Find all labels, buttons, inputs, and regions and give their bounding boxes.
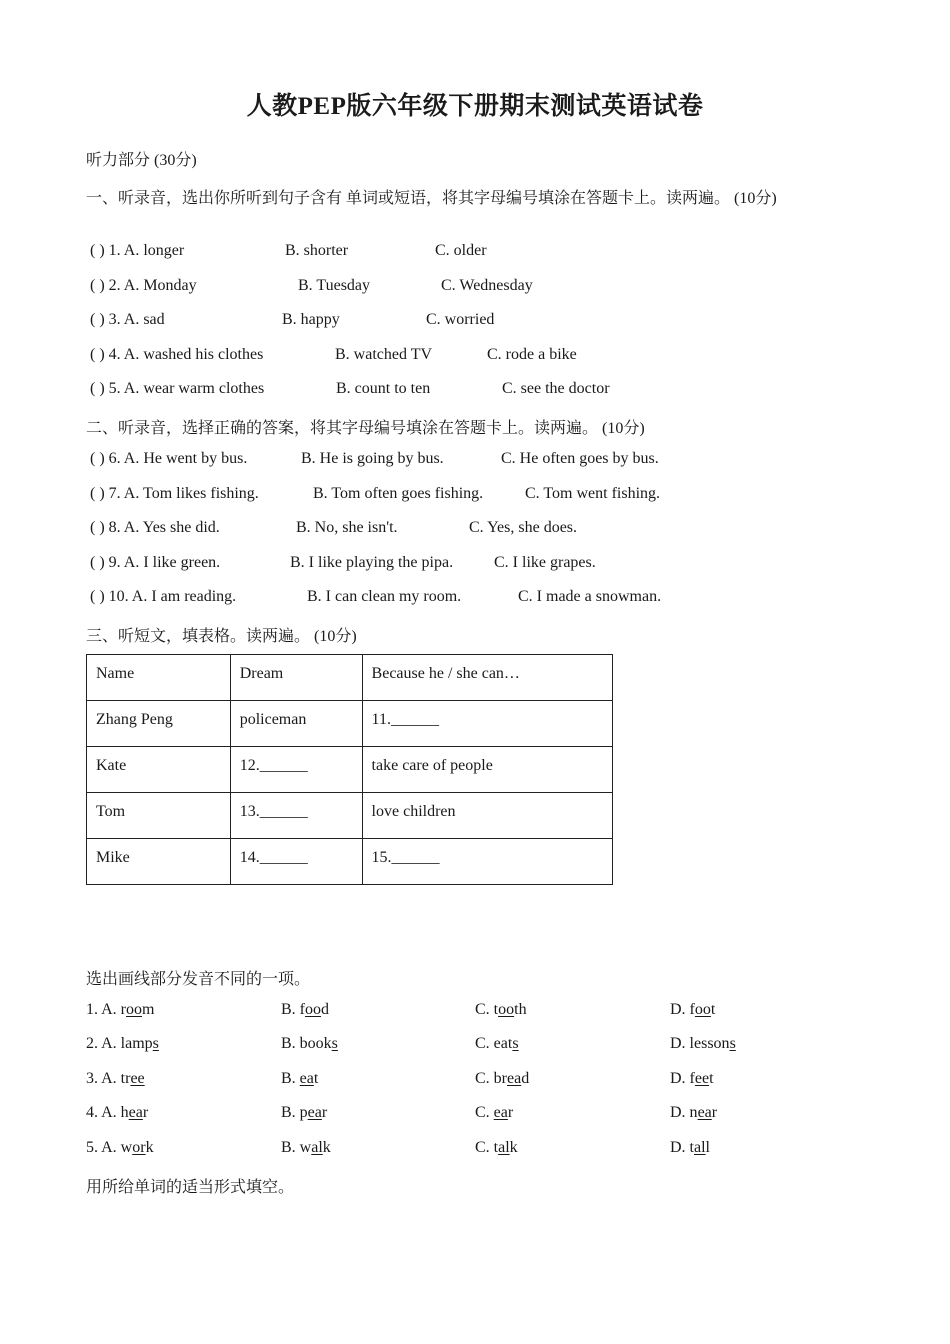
- option-c: C. older: [435, 242, 487, 259]
- option-b: B. I like playing the pipa.: [290, 554, 454, 571]
- table-cell: 15.______: [362, 839, 612, 885]
- option-text: r: [507, 1104, 514, 1121]
- option-text: t: [709, 1070, 714, 1087]
- option-a: ( ) 3. A. sad: [90, 311, 165, 328]
- option-b: B. No, she isn't.: [296, 519, 398, 536]
- option-a: ( ) 8. A. Yes she did.: [90, 519, 220, 536]
- option-text: t: [313, 1070, 319, 1087]
- option-c: C. He often goes by bus.: [501, 450, 659, 467]
- option-text: D. f: [670, 1070, 695, 1087]
- option-text: d: [521, 1070, 530, 1087]
- option-b: B. He is going by bus.: [301, 450, 444, 467]
- phonics-option-b: [281, 1139, 331, 1157]
- option-a: ( ) 4. A. washed his clothes: [90, 346, 264, 363]
- option-b: B. Tuesday: [298, 277, 371, 294]
- phonics-option-a: [86, 1139, 154, 1157]
- option-c: C. see the doctor: [502, 380, 610, 397]
- option-c: C. Wednesday: [441, 277, 533, 294]
- phonics-option-b: [281, 1001, 329, 1019]
- table-cell: 12.______: [230, 747, 362, 793]
- underlined-letters: oo: [498, 1001, 515, 1018]
- option-text: B. f: [281, 1001, 305, 1018]
- underlined-letters: ea: [307, 1104, 322, 1121]
- underlined-letters: al: [694, 1139, 706, 1156]
- phonics-option-d: [670, 1139, 710, 1157]
- underlined-letters: oo: [305, 1001, 321, 1018]
- underlined-letters: s: [331, 1035, 338, 1052]
- option-a: ( ) 7. A. Tom likes fishing.: [90, 485, 259, 502]
- underlined-letters: ea: [697, 1104, 712, 1121]
- option-text: D. lesson: [670, 1035, 730, 1052]
- option-b: B. happy: [282, 311, 340, 328]
- option-text: r: [711, 1104, 718, 1121]
- option-c: C. I made a snowman.: [518, 588, 662, 605]
- section1-instruction: 一、听录音，选出你所听到句子含有 单词或短语，将其字母编号填涂在答题卡上。读两遍。 (10分): [86, 190, 777, 207]
- option-text: 2. A. lamp: [86, 1035, 153, 1052]
- table-row: [87, 839, 613, 885]
- option-text: C. eat: [475, 1035, 513, 1052]
- option-c: C. worried: [426, 311, 495, 328]
- section3-instruction: 三、听短文，填表格。读两遍。 (10分): [86, 628, 357, 645]
- table-cell: Mike: [87, 839, 231, 885]
- section2-instruction: 二、听录音，选择正确的答案，将其字母编号填涂在答题卡上。读两遍。 (10分): [86, 420, 645, 437]
- option-text: B.: [281, 1070, 300, 1087]
- phonics-option-a: [86, 1035, 159, 1053]
- phonics-option-d: [670, 1035, 736, 1053]
- phonics-option-a: [86, 1070, 145, 1088]
- listening-header: 听力部分 (30分): [86, 152, 197, 169]
- phonics-option-c: [475, 1104, 513, 1122]
- underlined-letters: oo: [126, 1001, 142, 1018]
- option-text: m: [142, 1001, 155, 1018]
- underlined-letters: or: [132, 1139, 146, 1156]
- phonics-option-c: [475, 1035, 519, 1053]
- option-text: 4. A. h: [86, 1104, 129, 1121]
- option-text: r: [321, 1104, 328, 1121]
- table-header-row: [87, 655, 613, 701]
- table-cell: take care of people: [362, 747, 612, 793]
- option-a: ( ) 5. A. wear warm clothes: [90, 380, 265, 397]
- page-title: 人教PEP版六年级下册期末测试英语试卷: [246, 93, 704, 120]
- underlined-letters: ea: [493, 1104, 508, 1121]
- table-cell: policeman: [230, 701, 362, 747]
- option-text: C. t: [475, 1139, 499, 1156]
- phonics-instruction: 选出画线部分发音不同的一项。: [86, 971, 311, 988]
- option-text: k: [322, 1139, 331, 1156]
- table-header-cell: Because he / she can…: [362, 655, 612, 701]
- option-c: C. Yes, she does.: [469, 519, 578, 536]
- option-text: k: [145, 1139, 154, 1156]
- option-a: ( ) 2. A. Monday: [90, 277, 197, 294]
- phonics-option-c: [475, 1001, 527, 1019]
- option-text: D. f: [670, 1001, 695, 1018]
- underlined-letters: s: [729, 1035, 736, 1052]
- underlined-letters: ee: [694, 1070, 710, 1087]
- table-cell: 14.______: [230, 839, 362, 885]
- option-c: C. I like grapes.: [494, 554, 596, 571]
- option-text: B. book: [281, 1035, 332, 1052]
- option-text: th: [514, 1001, 527, 1018]
- phonics-option-d: [670, 1001, 715, 1019]
- table-cell: love children: [362, 793, 612, 839]
- option-text: D. t: [670, 1139, 694, 1156]
- phonics-option-c: [475, 1139, 518, 1157]
- table-header-cell: Dream: [230, 655, 362, 701]
- option-text: 5. A. w: [86, 1139, 133, 1156]
- option-text: l: [705, 1139, 710, 1156]
- underlined-letters: ea: [128, 1104, 143, 1121]
- table-cell: Kate: [87, 747, 231, 793]
- option-text: 3. A. tr: [86, 1070, 131, 1087]
- option-c: C. rode a bike: [487, 346, 577, 363]
- underlined-letters: s: [152, 1035, 159, 1052]
- phonics-option-a: [86, 1104, 148, 1122]
- option-text: B. p: [281, 1104, 308, 1121]
- option-b: B. watched TV: [335, 346, 433, 363]
- phonics-option-d: [670, 1070, 714, 1088]
- phonics-option-b: [281, 1104, 327, 1122]
- option-text: C. br: [475, 1070, 507, 1087]
- table-cell: Zhang Peng: [87, 701, 231, 747]
- table-cell: 11.______: [362, 701, 612, 747]
- option-text: B. w: [281, 1139, 312, 1156]
- table-row: [87, 793, 613, 839]
- option-text: r: [142, 1104, 149, 1121]
- dream-table: [86, 654, 613, 885]
- option-b: B. shorter: [285, 242, 349, 259]
- phonics-option-d: [670, 1104, 717, 1122]
- table-cell: 13.______: [230, 793, 362, 839]
- option-text: D. n: [670, 1104, 698, 1121]
- option-a: ( ) 9. A. I like green.: [90, 554, 221, 571]
- option-b: B. I can clean my room.: [307, 588, 462, 605]
- option-text: 1. A. r: [86, 1001, 126, 1018]
- phonics-option-b: [281, 1035, 338, 1053]
- phonics-option-b: [281, 1070, 318, 1088]
- option-text: k: [509, 1139, 518, 1156]
- table-row: [87, 701, 613, 747]
- option-text: t: [710, 1001, 716, 1018]
- underlined-letters: ea: [299, 1070, 314, 1087]
- option-a: ( ) 1. A. longer: [90, 242, 185, 259]
- phonics-option-c: [475, 1070, 529, 1088]
- option-c: C. Tom went fishing.: [525, 485, 661, 502]
- option-text: C. t: [475, 1001, 499, 1018]
- underlined-letters: ea: [507, 1070, 522, 1087]
- underlined-letters: ee: [130, 1070, 145, 1087]
- phonics-option-a: [86, 1001, 154, 1019]
- underlined-letters: al: [498, 1139, 510, 1156]
- underlined-letters: oo: [694, 1001, 711, 1018]
- option-b: B. count to ten: [336, 380, 431, 397]
- option-a: ( ) 6. A. He went by bus.: [90, 450, 248, 467]
- table-row: [87, 747, 613, 793]
- option-b: B. Tom often goes fishing.: [313, 485, 484, 502]
- option-text: d: [321, 1001, 329, 1018]
- table-header-cell: Name: [87, 655, 231, 701]
- option-text: C.: [475, 1104, 494, 1121]
- underlined-letters: s: [512, 1035, 519, 1052]
- fill-in-instruction: 用所给单词的适当形式填空。: [86, 1179, 295, 1196]
- underlined-letters: al: [311, 1139, 323, 1156]
- option-a: ( ) 10. A. I am reading.: [90, 588, 237, 605]
- table-cell: Tom: [87, 793, 231, 839]
